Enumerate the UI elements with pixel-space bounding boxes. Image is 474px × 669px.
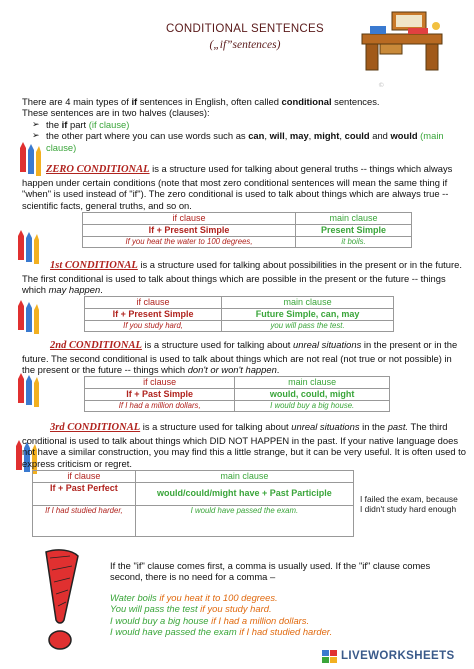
examples [110,592,430,638]
main-clause-header: main clause [135,471,353,483]
example-line: You will pass the test if you study hard. [110,603,272,615]
if-clause-header: if clause [85,297,222,309]
example-line: Water boils if you heat it to 100 degrees. [110,592,278,603]
main-formula: would, could, might [235,388,390,400]
title-line2: („if”sentences) [209,38,281,51]
main-formula: Future Simple, can, may [222,308,394,320]
if-clause-header: if clause [33,471,136,483]
main-formula: would/could/might have + Past Participle [135,482,353,505]
third-table [32,470,354,537]
second-heading: 2nd CONDITIONAL [50,340,142,351]
first-conditional-text: 1st CONDITIONAL is a structure used for talking about possibilities in the present or in the future. The first conditional is used to talk about things which are possible in the present or the future -- things which may happen. [22,259,462,296]
main-example: you will pass the test. [222,320,394,331]
if-example: If I had studied harder, [33,505,136,536]
main-example: it boils. [296,236,412,247]
intro-p1: There are 4 main types of if sentences in English, often called conditional sentences. [22,96,380,107]
liveworksheets-logo [320,648,470,666]
brand-text: LIVEWORKSHEETS [341,650,455,662]
if-example: If I had a million dollars, [85,400,235,411]
main-formula: Present Simple [296,224,412,236]
main-clause-header: main clause [235,377,390,389]
example-line: I would have passed the exam if I had studied harder. [110,626,333,638]
if-example: If you study hard, [85,320,222,331]
example-line: I would buy a big house if I had a million dollars. [110,614,310,626]
third-heading: 3rd CONDITIONAL [50,422,141,433]
intro-p2: These sentences are in two halves (clauses): [22,107,210,119]
intro-bullet-main: ➢ the other part where you can use words such as can, will, may, might, could and would (main clause) [36,130,462,153]
main-example: I would have passed the exam. [135,505,353,536]
main-example: I would buy a big house. [235,400,390,411]
intro [22,96,462,153]
if-formula: If + Present Simple [83,224,296,236]
first-heading: 1st CONDITIONAL [50,260,138,271]
zero-heading: ZERO CONDITIONAL [46,164,150,175]
logo-icon [322,650,338,664]
watermark-small: © [378,81,385,89]
main-clause-header: main clause [296,213,412,225]
zero-table [82,212,412,248]
if-formula: If + Past Simple [85,388,235,400]
title-line1: CONDITIONAL SENTENCES [166,23,324,35]
exclamation-icon [24,548,102,654]
second-table [84,376,390,412]
zero-conditional-text: ZERO CONDITIONAL is a structure used for talking about general truths -- things which always happen under certain conditions (note that most zero conditional sentences will mean the same thing if "when" is used instead of "if"). The zero conditional is used to talk about things which are always true -- scientific facts, general truths, and so on. [22,163,453,211]
desk-illustration [356,10,448,76]
pencils-icon [14,300,40,338]
if-example: If you heat the water to 100 degrees, [83,236,296,247]
main-clause-header: main clause [222,297,394,309]
if-clause-header: if clause [83,213,296,225]
third-conditional-text: 3rd CONDITIONAL is a structure used for talking about unreal situations in the past. The third conditional is used to talk about things which DID NOT HAPPEN in the past. If your native language does not have a similar construction, you may find this a little strange, but it can be very useful. It is often used to express criticism or regret. [22,421,466,469]
pencils-icon [14,373,40,411]
if-formula: If + Present Simple [85,308,222,320]
second-conditional-text: 2nd CONDITIONAL is a structure used for talking about unreal situations in the present or in the future. The second conditional is used to talk about things which are not real (not true or not possible) in the present or the future -- things which don't or won't happen. [22,339,458,376]
first-table [84,296,394,332]
if-formula: If + Past Perfect [33,482,136,505]
page-title [150,22,340,53]
intro-bullet-if: ➢ the if part (if clause) [36,119,462,130]
if-clause-header: if clause [85,377,235,389]
side-note: I failed the exam, because I didn't study hard enough [360,494,458,515]
comma-rule: If the "if" clause comes first, a comma is usually used. If the "if" clause comes second, there is no need for a comma – [110,560,431,583]
